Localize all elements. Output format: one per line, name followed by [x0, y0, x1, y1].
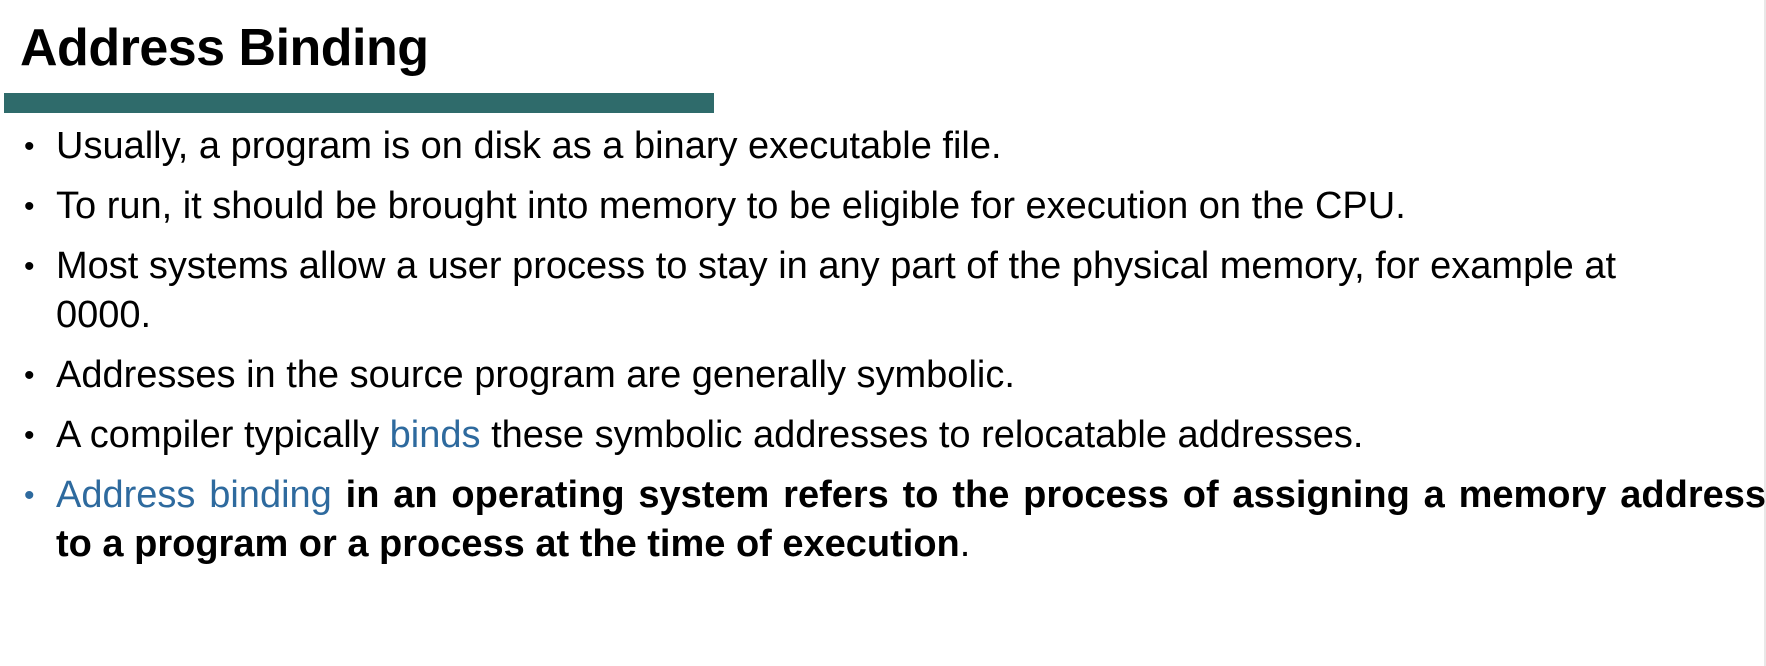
bullet-item-1 — [0, 122, 1760, 171]
bullet-end-punctuation: . — [959, 523, 971, 565]
binds-link[interactable]: binds — [389, 414, 481, 456]
bullet-dot-icon: • — [24, 419, 35, 452]
bullet-item-2 — [0, 182, 1760, 231]
bullet-item-5 — [0, 411, 1760, 460]
bullet-text-line-2: 0000. — [56, 294, 152, 336]
bullet-item-3 — [0, 242, 1760, 340]
bullet-text-before: A compiler typically — [56, 414, 390, 456]
bullet-text: Usually, a program is on disk as a binary executable file. — [56, 125, 1002, 167]
bullet-list — [0, 122, 1766, 569]
bullet-dot-icon: • — [24, 359, 35, 392]
bullet-text-after: these symbolic addresses to relocatable addresses. — [480, 414, 1364, 456]
address-binding-link[interactable]: Address binding — [56, 474, 332, 516]
bullet-bold-text: in an operating system refers to the process of assigning a memory address to a program or a process at the time of execution — [56, 474, 1766, 565]
bullet-text: Addresses in the source program are generally symbolic. — [56, 354, 1015, 396]
bullet-dot-icon: • — [24, 190, 35, 223]
bullet-paragraph — [56, 471, 1766, 569]
bullet-text-line-1: Most systems allow a user process to stay in any part of the physical memory, for example at — [56, 245, 1617, 287]
bullet-item-4 — [0, 351, 1760, 400]
title-underline-bar — [4, 93, 714, 113]
bullet-dot-icon: • — [24, 130, 35, 163]
page-title: Address Binding — [20, 19, 429, 77]
bullet-dot-icon: • — [24, 250, 35, 283]
bullet-dot-icon: • — [24, 479, 35, 512]
bullet-text: To run, it should be brought into memory to be eligible for execution on the CPU. — [56, 185, 1406, 227]
bullet-item-6 — [0, 471, 1766, 569]
